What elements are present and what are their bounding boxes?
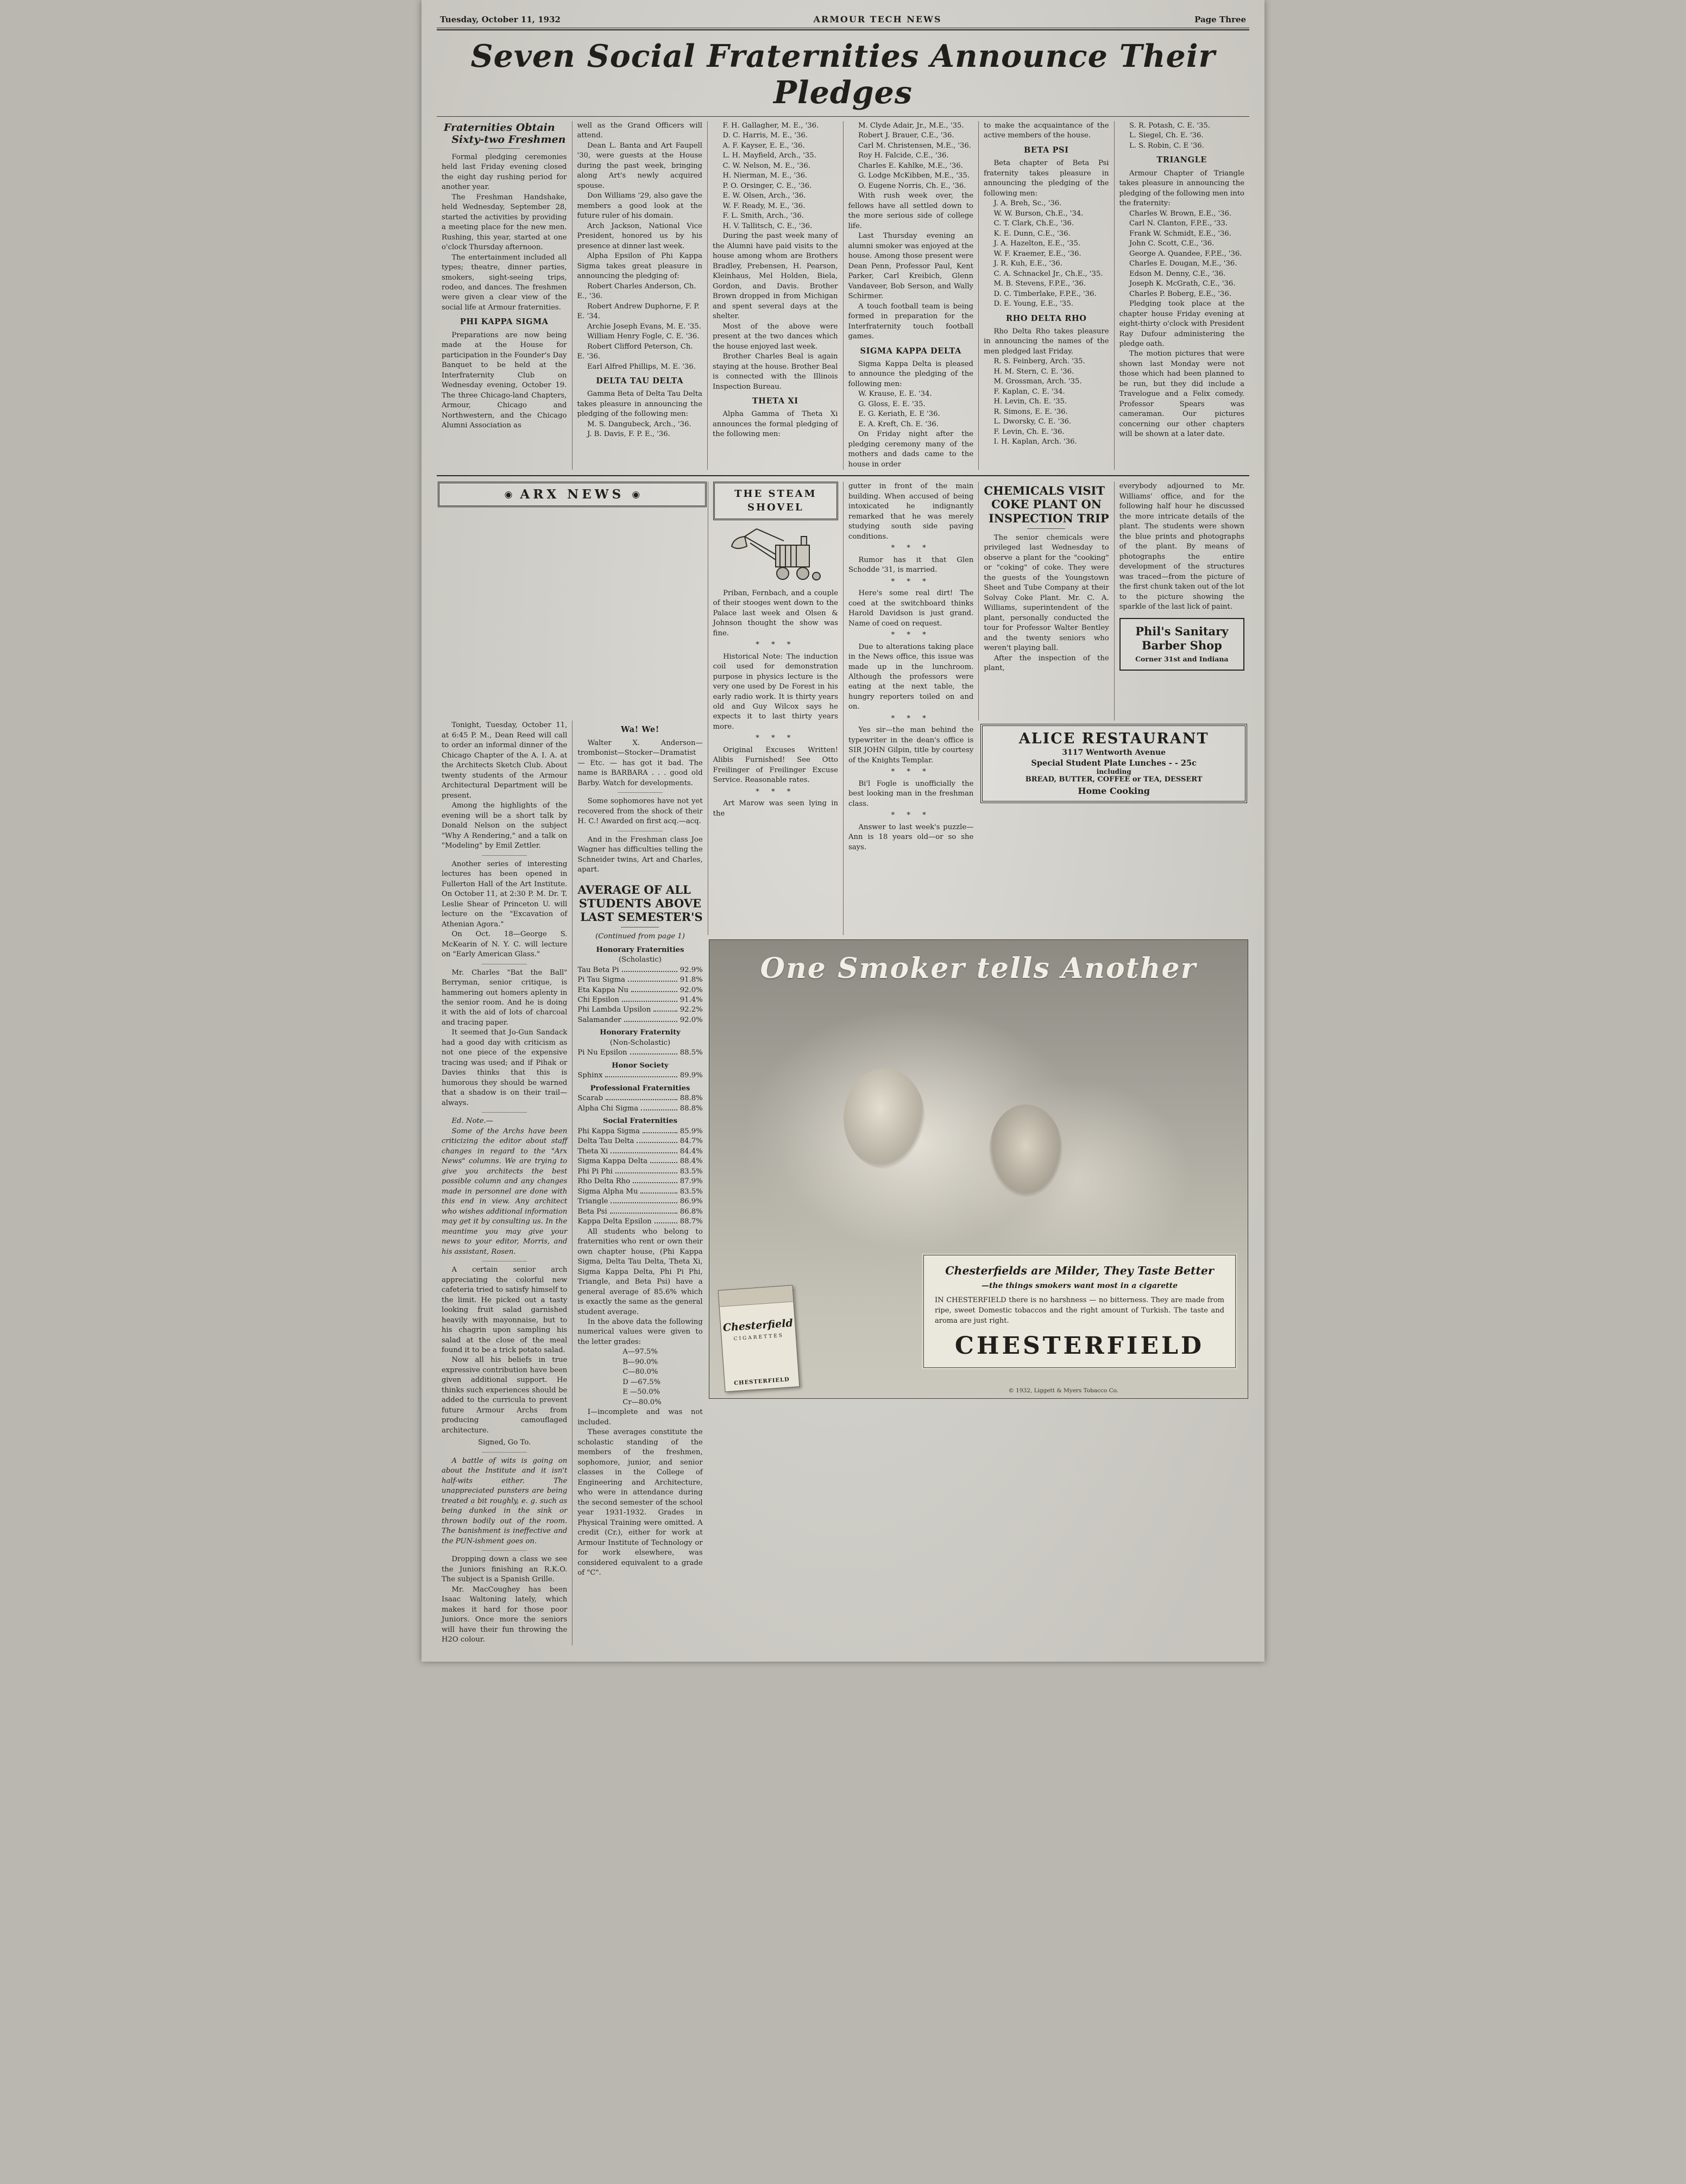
text-block: Charles P. Boberg, E.E., '36.	[1129, 289, 1231, 298]
text-block: J. A. Hazelton, E.E., '35.	[993, 239, 1081, 248]
text-block: * * *	[891, 631, 931, 640]
text-block: * * *	[891, 577, 931, 586]
text-block: to make the acquaintance of the active members of the house.	[984, 122, 1109, 140]
text-block: Honor Society	[612, 1061, 669, 1070]
text-block: (Continued from page 1)	[595, 932, 685, 941]
issue-date: Tuesday, October 11, 1932	[440, 15, 561, 24]
text-block: A. F. Kayser, E. E., '36.	[722, 141, 805, 150]
cigarette-pack	[718, 1285, 800, 1392]
text-block: Original Excuses Written! Alibis Furnished! See Otto Freilinger of Freilinger Excuse Service. Reasonable rates.	[713, 746, 838, 785]
alice-restaurant-ad-cell	[978, 721, 1249, 935]
dot-leader	[633, 1182, 677, 1183]
text-block: It seemed that Jo-Gun Sandack had a good day with criticism as not one piece of the expensive tracing was used; and if Pihak or Davies thinks that this is humorous they should be warned that a shadow is on their trail—always.	[442, 1028, 568, 1107]
text-block: C. T. Clark, Ch.E., '36.	[993, 219, 1074, 228]
dot-leader	[611, 1202, 677, 1203]
text-block: Pi Nu Epsilon 88.5%	[577, 1049, 703, 1057]
text-block: L. Siegel, Ch. E. '36.	[1129, 131, 1204, 140]
chesterfield-ad-cell	[708, 935, 1249, 1645]
dot-leader	[628, 981, 677, 982]
text-block: Arch Jackson, National Vice President, honored us by his presence at dinner last week.	[577, 222, 702, 250]
text-block: M. Grossman, Arch. '35.	[993, 377, 1082, 386]
headline-divider	[488, 148, 520, 149]
dot-leader	[622, 1001, 677, 1002]
text-block: * * *	[756, 787, 796, 796]
headline-divider	[1027, 528, 1065, 529]
text-block: Delta Tau Delta 84.7%	[577, 1137, 703, 1146]
text-block: Social Fraternities	[602, 1117, 678, 1126]
text-block: W. F. Kraemer, E.E., '36.	[993, 249, 1081, 258]
text-block: (Non-Scholastic)	[609, 1038, 671, 1047]
pack-band	[718, 1285, 793, 1306]
text-block: R. S. Feinberg, Arch. '35.	[993, 357, 1085, 366]
text-block: Dean L. Banta and Art Faupell '30, were guests at the House during the past week, bringing along Art's newly acquired spouse.	[577, 141, 702, 190]
text-block: TRIANGLE	[1156, 155, 1207, 165]
ad-copyright: © 1932, Liggett & Myers Tobacco Co.	[1008, 1387, 1119, 1394]
text-block: L. S. Robin, C. E '36.	[1129, 141, 1204, 150]
text-block: everybody adjourned to Mr. Williams' office, and for the following half hour he discussed the more intricate details of the plant. The students were shown the blue prints and photographs of the plant. By means of photographs the entire development of the structures was traced—from the picture of the first chunk taken out of the lot to the picture showing the sparkle of the last lick of paint.	[1119, 482, 1244, 611]
barber-shop-address: Corner 31st and Indiana	[1135, 655, 1229, 664]
dot-leader	[650, 1162, 677, 1163]
story-column-2	[572, 121, 708, 470]
text-block: Carl N. Clanton, F.P.E., '33.	[1129, 219, 1228, 228]
steam-shovel-column-2	[843, 482, 978, 935]
text-block: K. E. Dunn, C.E., '36.	[993, 229, 1071, 238]
text-block: Last Thursday evening an alumni smoker was enjoyed at the house. Among those present were Dean Penn, Professor Paul, Kent Parker, Carl Kreibich, Glenn Vandaveer, Bob Serson, and Wally Schirmer.	[848, 232, 973, 301]
arx-news-header-cell	[437, 482, 708, 721]
text-block: Answer to last week's puzzle—Ann is 18 years old—or so she says.	[848, 823, 974, 851]
text-block: F. H. Gallagher, M. E., '36.	[722, 122, 819, 130]
text-block: Sphinx 89.9%	[577, 1071, 703, 1080]
averages-headline: AVERAGE OF ALL STUDENTS ABOVE LAST SEMESTER'S	[577, 882, 703, 924]
text-block: * * *	[756, 641, 796, 649]
menu-items: BREAD, BUTTER, COFFEE or TEA, DESSERT	[1025, 775, 1203, 784]
text-block: Phi Pi Phi 83.5%	[577, 1167, 703, 1176]
text-block: L. H. Mayfield, Arch., '35.	[722, 152, 816, 160]
text-block: I—incomplete and was not included.	[577, 1408, 703, 1426]
text-block: Professional Fraternities	[590, 1084, 690, 1093]
text-block: Another series of interesting lectures has been opened in Fullerton Hall of the Art Institute. On October 11, at 2:30 P. M. Dr. T. Leslie Shear of Princeton U. will lecture on the "Excavation of Athenian Agora."	[442, 860, 568, 929]
text-block: Wa! We!	[621, 725, 659, 735]
text-block: * * *	[891, 811, 931, 820]
dot-leader	[611, 1152, 677, 1153]
text-block: In the above data the following numerical values were given to the letter grades:	[577, 1318, 703, 1346]
text-block: RHO DELTA RHO	[1005, 313, 1087, 323]
text-block: William Henry Fogle, C. E. '36.	[587, 332, 700, 341]
text-block: Frank W. Schmidt, E.E., '36.	[1129, 229, 1231, 238]
text-block	[618, 792, 663, 793]
text-block: Honorary Fraternities	[596, 945, 684, 954]
text-block: Phi Lambda Upsilon 92.2%	[577, 1006, 703, 1014]
pledges-story-section	[437, 121, 1249, 470]
text-block: Joseph K. McGrath, C.E., '36.	[1129, 280, 1236, 288]
ad-script-headline: One Smoker tells Another	[760, 951, 1197, 985]
text-block: J. B. Davis, F. P. E., '36.	[587, 430, 670, 439]
dot-leader	[637, 1142, 677, 1143]
text-block: D —67.5%	[622, 1378, 661, 1386]
text-block: Now all his beliefs in true expressive contribution have been given additional support. He thinks such experiences should be added to the curricula to prevent future Armour Archs from producing camouflaged architecture.	[442, 1356, 568, 1435]
lower-section	[437, 482, 1249, 1645]
alice-restaurant-ad	[980, 724, 1247, 803]
text-block: A—97.5%	[622, 1348, 658, 1356]
ad-copy-box	[923, 1255, 1236, 1368]
text-block: * * *	[891, 544, 931, 553]
ad-photo-man	[989, 1104, 1062, 1197]
arx-news-title: ARX NEWS	[520, 487, 625, 502]
ad-copy-title: Chesterfields are Milder, They Taste Better	[945, 1264, 1214, 1278]
text-block: PHI KAPPA SIGMA	[460, 317, 549, 327]
text-block: R. Simons, E. E. '36.	[993, 407, 1068, 416]
dot-leader	[606, 1099, 677, 1100]
text-block: D. C. Timberlake, F.P.E., '36.	[993, 289, 1097, 298]
text-block: H. Nierman, M. E., '36.	[722, 172, 808, 180]
text-block: Robert Charles Anderson, Ch. E., '36.	[577, 282, 696, 301]
story-column-4	[843, 121, 979, 470]
text-block: Art Marow was seen lying in the	[713, 799, 838, 818]
text-block: J. A. Breh, Sc., '36.	[993, 199, 1062, 208]
text-block: Salamander 92.0%	[577, 1015, 703, 1024]
dot-leader	[655, 1222, 677, 1223]
bullet-icon: ◉	[504, 489, 513, 501]
text-block: Robert J. Brauer, C.E., '36.	[858, 131, 954, 140]
text-block: Mr. MacCoughey has been Isaac Waltoning lately, which makes it hard for those poor Juniors. Once more the seniors will have their fun throwing the H2O colour.	[442, 1585, 568, 1644]
text-block: Triangle 86.9%	[577, 1197, 703, 1206]
text-block: Alpha Gamma of Theta Xi announces the formal pledging of the following men:	[713, 410, 838, 439]
story-column-6	[1114, 121, 1250, 470]
text-block: J. R. Kuh, E.E., '36.	[993, 260, 1062, 268]
text-block: Brother Charles Beal is again staying at the house. Brother Beal is connected with the Illinois Inspection Bureau.	[713, 352, 838, 391]
text-block: The Freshman Handshake, held Wednesday, September 28, started the activities by providing a meeting place for the new men. Rushing, this year, started at one o'clock Thursday afternoon.	[442, 193, 567, 252]
text-block: Roy H. Falcide, C.E., '36.	[858, 152, 949, 160]
text-block	[482, 1550, 527, 1551]
text-block: I. H. Kaplan, Arch. '36.	[993, 438, 1077, 446]
chesterfield-ad	[709, 939, 1248, 1399]
text-block: Sigma Alpha Mu 83.5%	[577, 1187, 703, 1196]
text-block: After the inspection of the plant,	[984, 654, 1109, 673]
text-block: Among the highlights of the evening will be a short talk by Donald Nelson on the subject "Why A Rendering," and a talk on "Modeling" by Emil Zettler.	[442, 801, 568, 850]
text-block: Rumor has it that Glen Schodde '31, is married.	[848, 556, 974, 575]
text-block: Scarab 88.8%	[577, 1094, 703, 1103]
text-block: The motion pictures that were shown last Monday were not those which had been planned to be run, but they did include a Travelogue and a Felix comedy. Professor Spears was cameraman. Our pictures concerning our other chapters will be shown at a later date.	[1119, 350, 1244, 439]
text-block: gutter in front of the main building. When accused of being intoxicated he indignantly remarked that he was merely studying south side paving conditions.	[848, 482, 974, 541]
text-block: Most of the above were present at the two dances which the house enjoyed last week.	[713, 322, 838, 351]
story-column-5	[978, 121, 1114, 470]
arx-news-column-1	[437, 721, 572, 1645]
dot-leader	[630, 1053, 677, 1055]
text-block: SIGMA KAPPA DELTA	[860, 346, 961, 356]
text-block: BETA PSI	[1023, 145, 1069, 155]
text-block: C—80.0%	[622, 1368, 658, 1377]
pack-brand-script: Chesterfield	[722, 1317, 794, 1334]
text-block: Armour Chapter of Triangle takes pleasure in announcing the pledging of the following men into the fraternity:	[1119, 169, 1244, 208]
story-column-3	[707, 121, 843, 470]
text-block: * * *	[891, 768, 931, 777]
text-block: Carl M. Christensen, M.E., '36.	[858, 141, 971, 150]
text-block: M. S. Dangubeck, Arch., '36.	[587, 420, 691, 428]
text-block: Charles E. Kahlke, M.E., '36.	[858, 161, 963, 170]
text-block: D. C. Harris, M. E., '36.	[722, 131, 808, 140]
text-block: These averages constitute the scholastic standing of the members of the freshmen, sophomore, junior, and senior classes in the College of Engineering and Architecture, who were in attendance during the second semester of the school year 1931-1932. Grades in Physical Training were omitted. A credit (Cr.), either for work at Armour Institute of Technology or for work elsewhere, was considered equivalent to a grade of "C".	[577, 1428, 703, 1577]
text-block: C. A. Schnackel Jr., Ch.E., '35.	[993, 269, 1103, 278]
text-block: Dropping down a class we see the Juniors finishing an R.K.O. The subject is a Spanish Grille.	[442, 1555, 568, 1584]
chemicals-headline: CHEMICALS VISIT COKE PLANT ON INSPECTION TRIP	[984, 484, 1109, 525]
ad-photo-woman	[844, 1068, 925, 1169]
text-block: On Oct. 18—George S. McKearin of N. Y. C. will lecture on "Early American Glass."	[442, 930, 568, 959]
dot-leader	[640, 1192, 677, 1194]
text-block: C. W. Nelson, M. E., '36.	[722, 161, 810, 170]
newspaper-page	[421, 0, 1264, 1662]
steam-shovel-column	[708, 482, 843, 935]
text-block: Tau Beta Pi 92.9%	[577, 965, 703, 974]
text-block: A touch football team is being formed in preparation for the Interfraternity touch football games.	[848, 302, 973, 341]
text-block: Honorary Fraternity	[600, 1028, 681, 1037]
text-block: P. O. Orsinger, C. E., '36.	[722, 181, 812, 190]
text-block: Bi'l Fogle is unofficially the best looking man in the freshman class.	[848, 779, 974, 808]
text-block: W. W. Burson, Ch.E., '34.	[993, 209, 1084, 218]
headline-rule	[437, 116, 1249, 117]
story-headline: Fraternities Obtain Sixty-two Freshmen	[444, 122, 566, 146]
text-block: Here's some real dirt! The coed at the switchboard thinks Harold Davidson is just grand. Name of coed on request.	[848, 589, 974, 628]
lunch-offer: Special Student Plate Lunches - - 25c	[1031, 759, 1197, 768]
text-block: Robert Clifford Peterson, Ch. E. '36.	[577, 342, 693, 361]
text-block: Chi Epsilon 91.4%	[577, 995, 703, 1004]
text-block: * * *	[891, 714, 931, 723]
text-block: Phi Kappa Sigma 85.9%	[577, 1127, 703, 1135]
text-block: Kappa Delta Epsilon 88.7%	[577, 1217, 703, 1226]
text-block: During the past week many of the Alumni have paid visits to the house among whom are Brothers Bradley, Prebensen, H. Pearson, Kleinhaus, Mel Holden, Biela, Gordon, and Davis. Brother Brown dropped in from Michigan and spent several days at the shelter.	[713, 232, 838, 321]
arx-news-box-header	[438, 482, 707, 507]
bullet-icon: ◉	[632, 489, 640, 501]
text-block: * * *	[756, 734, 796, 743]
barber-shop-name-line1: Phil's Sanitary	[1135, 624, 1229, 638]
text-block: Due to alterations taking place in the News office, this issue was made up in the lunchroom. Although the professors were eating at the next table, the hungry reporters toiled on and on.	[848, 642, 974, 711]
restaurant-address: 3117 Wentworth Avenue	[1062, 748, 1166, 758]
text-block: G. Lodge McKibben, M.E., '35.	[858, 172, 970, 180]
text-block: And in the Freshman class Joe Wagner has difficulties telling the Schneider twins, Art and Charles, apart.	[577, 835, 703, 874]
text-block: D. E. Young, E.E., '35.	[993, 300, 1073, 308]
dot-leader	[631, 991, 677, 992]
dot-leader	[615, 1172, 677, 1173]
text-block: Cr—80.0%	[622, 1398, 662, 1406]
dot-leader	[641, 1109, 677, 1110]
text-block: Archie Joseph Evans, M. E. '35.	[587, 322, 701, 331]
ad-copy-subtitle: —the things smokers want most in a cigarette	[981, 1282, 1178, 1291]
text-block: Pi Tau Sigma 91.8%	[577, 976, 703, 984]
text-block	[482, 1452, 527, 1453]
text-block: G. Gloss, E. E. '35.	[858, 400, 926, 408]
text-block: L. Dworsky, C. E. '36.	[993, 418, 1072, 426]
text-block: All students who belong to fraternities who rent or own their own chapter house, (Phi Kappa Sigma, Delta Tau Delta, Theta Xi, Sigma Kappa Delta, Phi Pi Phi, Triangle, and Beta Psi) have a general average of 85.6% which is exactly the same as the general student average.	[577, 1227, 703, 1316]
text-block: On Friday night after the pledging ceremony many of the mothers and dads came to the house in order	[848, 430, 973, 469]
text-block: (Scholastic)	[619, 956, 662, 964]
text-block: Beta Psi 86.8%	[577, 1207, 703, 1216]
text-block: Sigma Kappa Delta 88.4%	[577, 1157, 703, 1166]
section-divider-rule	[437, 475, 1249, 476]
text-block: Rho Delta Rho 87.9%	[577, 1177, 703, 1186]
text-block: E —50.0%	[622, 1388, 660, 1397]
text-block: S. R. Potash, C. E. '35.	[1129, 122, 1210, 130]
text-block: F. L. Smith, Arch., '36.	[722, 212, 804, 220]
dot-leader	[622, 971, 677, 972]
text-block: Historical Note: The induction coil used for demonstration purpose in physics lecture is the very one used by De Forest in his early radio work. It is thirty years old and Guy Wilcox says he expects it to last thirty years more.	[713, 652, 838, 731]
story-column-1	[437, 121, 572, 470]
brand-wordmark: CHESTERFIELD	[954, 1331, 1205, 1360]
text-block: DELTA TAU DELTA	[596, 376, 684, 386]
including-label: including	[1096, 768, 1131, 776]
text-block: M. B. Stevens, F.P.E., '36.	[993, 280, 1086, 288]
text-block: Robert Andrew Duphorne, F. P. E. '34.	[577, 302, 700, 321]
text-block: H. M. Stern, C. E. '36.	[993, 367, 1074, 376]
text-block: Priban, Fernbach, and a couple of their stooges went down to the Palace last week and Olsen & Johnson thought the show was fine.	[713, 589, 838, 637]
text-block: M. Clyde Adair, Jr., M.E., '35.	[858, 122, 964, 130]
dot-leader	[624, 1021, 677, 1022]
text-block: Beta chapter of Beta Psi fraternity takes pleasure in announcing the pledging of the following men:	[984, 159, 1109, 198]
text-block: Earl Alfred Phillips, M. E. '36.	[587, 362, 696, 371]
ad-copy-body: IN CHESTERFIELD there is no harshness — no bitterness. They are made from ripe, sweet Domestic tobaccos and the right amount of Turkish. The taste and aroma are just right.	[935, 1296, 1224, 1325]
text-block: Edson M. Denny, C.E., '36.	[1129, 269, 1226, 278]
text-block: E. A. Kreft, Ch. E. '36.	[858, 420, 939, 428]
text-block: E. G. Keriath, E. E '36.	[858, 410, 940, 419]
steam-shovel-illustration	[724, 525, 827, 584]
text-block: well as the Grand Officers will attend.	[577, 122, 702, 140]
text-block: Yes sir—the man behind the typewriter in the dean's office is SIR JOHN Gilpin, title by courtesy of the Knights Templar.	[848, 726, 974, 765]
text-block: Don Williams '29, also gave the members a good look at the future ruler of his domain.	[577, 192, 702, 220]
text-block: Charles W. Brown, E.E., '36.	[1129, 209, 1232, 218]
text-block: Signed, Go To.	[478, 1438, 531, 1447]
text-block: Alpha Chi Sigma 88.8%	[577, 1104, 703, 1113]
main-headline: Seven Social Fraternities Announce Their Pledges	[470, 38, 1216, 111]
text-block: B—90.0%	[622, 1358, 658, 1366]
text-block: Pledging took place at the chapter house Friday evening at eight-thirty o'clock with President Ray Dufour administering the pledge oath.	[1119, 300, 1244, 348]
chemicals-trip-column-2	[1114, 482, 1249, 721]
chemicals-trip-column	[978, 482, 1113, 721]
text-block: With rush week over, the fellows have all settled down to the more serious side of college life.	[848, 192, 973, 230]
text-block: W. Krause, E. E. '34.	[858, 390, 932, 399]
steam-shovel-box-header	[713, 482, 838, 520]
barber-shop-ad	[1119, 618, 1244, 671]
text-block: Gamma Beta of Delta Tau Delta takes pleasure in announcing the pledging of the following men:	[577, 390, 702, 419]
barber-shop-name-line2: Barber Shop	[1141, 638, 1222, 652]
text-block: Alpha Epsilon of Phi Kappa Sigma takes great pleasure in announcing the pledging of:	[577, 252, 702, 281]
text-block: Charles E. Dougan, M.E., '36.	[1129, 260, 1237, 268]
text-block: Formal pledging ceremonies held last Friday evening closed the eight day rushing period for another year.	[442, 153, 567, 192]
text-block: F. Kaplan, C. E. '34.	[993, 387, 1065, 396]
text-block: H. V. Tallitsch, C. E., '36.	[722, 222, 813, 230]
page-header	[437, 13, 1249, 28]
dot-leader	[643, 1132, 677, 1133]
text-block	[482, 1112, 527, 1113]
text-block: John C. Scott, C.E., '36.	[1129, 239, 1215, 248]
text-block: Rho Delta Rho takes pleasure in announcing the names of the men pledged last Friday.	[984, 327, 1109, 356]
text-block: H. Levin, Ch. E. '35.	[993, 397, 1067, 406]
text-block: The entertainment included all types; theatre, dinner parties, smokers, sight-seeing trips, rodeo, and dances. The freshmen were given a clear view of the social life at Armour fraternities.	[442, 253, 567, 312]
pack-brand-caps: CHESTERFIELD	[733, 1376, 790, 1386]
text-block: E. W. Olsen, Arch., '36.	[722, 192, 806, 200]
text-block: George A. Quandee, F.P.E., '36.	[1129, 249, 1242, 258]
text-block: Tonight, Tuesday, October 11, at 6:45 P. M., Dean Reed will call to order an informal dinner of the Chicago Chapter of the A. I. A. at the Architects Sketch Club. About twenty students of the Armour Architectural Department will be present.	[442, 721, 568, 800]
text-block: Eta Kappa Nu 92.0%	[577, 986, 703, 994]
arx-news-column-2	[572, 721, 707, 1645]
text-block: Theta Xi 84.4%	[577, 1147, 703, 1156]
pack-cigarettes-label: CIGARETTES	[733, 1333, 784, 1342]
home-cooking-tagline: Home Cooking	[1078, 786, 1150, 797]
text-block: A battle of wits is going on about the Institute and it isn't half-wits either. The unappreciated punsters are being treated a bit roughly, e. g. such as being dunked in the sink or thrown bodily out of the room. The banishment is ineffective and the PUN-ishment goes on.	[442, 1456, 568, 1545]
text-block: Ed. Note.—	[451, 1117, 493, 1126]
steam-shovel-title: THE STEAM SHOVEL	[734, 488, 817, 514]
text-block: A certain senior arch appreciating the colorful new cafeteria tried to satisfy himself to the limit. He picked out a tasty looking fruit salad garnished heavily with mayonnaise, but to his chagrin upon sampling his salad at the close of the meal found it to be a trick potato salad.	[442, 1266, 568, 1354]
text-block: THETA XI	[752, 396, 798, 406]
dot-leader	[653, 1011, 677, 1012]
text-block: F. Levin, Ch. E. '36.	[993, 427, 1065, 436]
dot-leader	[605, 1076, 677, 1077]
text-block: The senior chemicals were privileged last Wednesday to observe a plant for the "cooking" or "coking" of coke. They were the guests of the Youngstown Sheet and Tube Company at their Solvay Coke Plant. Mr. C. A. Williams, superintendent of the plant, personally conducted the tour for Professor Walter Bentley and the twenty seniors who weren't playing ball.	[984, 533, 1109, 653]
text-block: Some of the Archs have been criticizing the editor about staff changes in regard to the "Arx News" columns. We are trying to give you architects the best possible column and any changes made in personnel are done with this end in view. Any architect who wishes additional information may get it by consulting us. In the meantime you may give your news to your editor, Morris, and his assistant, Rosen.	[442, 1127, 568, 1256]
text-block: Some sophomores have not yet recovered from the shock of their H. C.! Awarded on first acq.—acq.	[577, 797, 703, 826]
text-block: Mr. Charles "Bat the Ball" Berryman, senior critique, is hammering out homers aplenty in the senior room. And he is doing it with the aid of lots of charcoal and tracing paper.	[442, 968, 568, 1027]
text-block: Sigma Kappa Delta is pleased to announce the pledging of the following men:	[848, 359, 973, 388]
text-block: Preparations are now being made at the House for participation in the Founder's Day Banquet to be held at the Interfraternity Club on Wednesday evening, October 19. The three Chicago-land Chapters, Armour, Chicago and Northwestern, and the Chicago Alumni Association as	[442, 331, 567, 430]
text-block: Walter X. Anderson—trombonist—Stocker—Dramatist — Etc. — has got it bad. The name is BARBARA . . . good old Barby. Watch for developments.	[577, 738, 703, 787]
restaurant-name: ALICE RESTAURANT	[1018, 730, 1209, 748]
text-block: W. F. Ready, M. E., '36.	[722, 201, 806, 210]
masthead-title: ARMOUR TECH NEWS	[813, 14, 942, 24]
text-block: O. Eugene Norris, Ch. E., '36.	[858, 181, 966, 190]
page-number: Page Three	[1194, 15, 1246, 24]
dot-leader	[610, 1213, 677, 1214]
text-block	[482, 855, 527, 856]
